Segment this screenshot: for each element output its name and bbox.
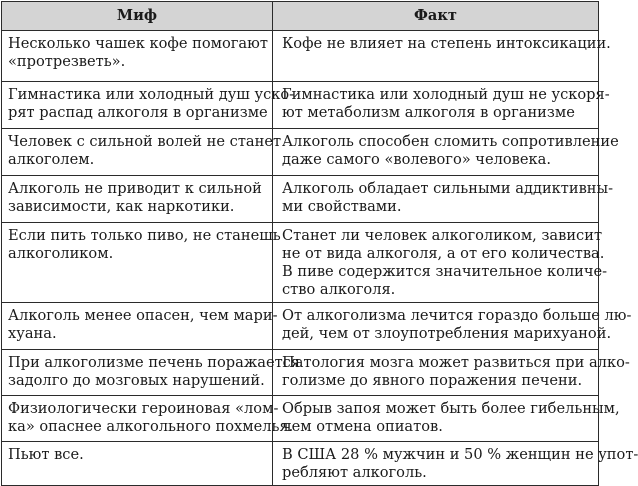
myth-cell	[2, 31, 273, 82]
fact-cell	[273, 350, 630, 396]
fact-cell	[273, 442, 638, 486]
myth-cell	[2, 442, 273, 486]
fact-cell-line: Патология мозга может развиться при алко-	[282, 354, 630, 371]
myth-cell-line: хуана.	[8, 325, 57, 342]
table-row	[2, 396, 599, 442]
fact-cell-line: ство алкоголя.	[282, 281, 396, 298]
table-row	[2, 129, 599, 176]
fact-cell-line: чем отмена опиатов.	[282, 418, 443, 435]
fact-cell-line: ми свойствами.	[282, 198, 402, 215]
fact-cell	[273, 176, 614, 223]
myth-cell	[2, 396, 294, 442]
myth-cell	[2, 223, 281, 303]
fact-cell	[273, 31, 611, 82]
myth-column-header: Миф	[2, 2, 273, 31]
fact-cell	[273, 82, 610, 129]
fact-cell-line: ют метаболизм алкоголя в организме	[282, 104, 575, 121]
myth-cell-line: «протрезветь».	[8, 53, 126, 70]
myth-cell-line: алкоголем.	[8, 151, 95, 168]
fact-cell-line: Обрыв запоя может быть более гибельным,	[282, 400, 620, 417]
table-row	[2, 223, 599, 303]
fact-cell-line: В США 28 % мужчин и 50 % женщин не упот-	[282, 446, 638, 463]
myth-cell-line: Пьют все.	[8, 446, 84, 463]
fact-cell-line: Алкоголь обладает сильными аддиктивны-	[282, 180, 614, 197]
myth-cell	[2, 303, 278, 350]
myth-cell	[2, 129, 282, 176]
fact-cell	[273, 129, 619, 176]
myth-cell-line: Если пить только пиво, не станешь	[8, 227, 281, 244]
myth-cell-line: Несколько чашек кофе помогают	[8, 35, 268, 52]
fact-cell-line: Станет ли человек алкоголиком, зависит	[282, 227, 603, 244]
myth-cell-line: алкоголиком.	[8, 245, 114, 262]
fact-cell-line: В пиве содержится значительное количе-	[282, 263, 608, 280]
fact-cell-line: ребляют алкоголь.	[282, 464, 427, 481]
table-row	[2, 303, 599, 350]
myth-cell-line: Гимнастика или холодный душ уско-	[8, 86, 295, 103]
fact-cell-line: голизме до явного поражения печени.	[282, 372, 583, 389]
table-row	[2, 442, 599, 486]
fact-cell-line: дей, чем от злоупотребления марихуаной.	[282, 325, 612, 342]
myth-cell-line: задолго до мозговых нарушений.	[8, 372, 265, 389]
myth-cell	[2, 82, 295, 129]
myth-cell-line: Физиологически героиновая «лом-	[8, 400, 279, 417]
myth-cell-line: Алкоголь менее опасен, чем мари-	[8, 307, 278, 324]
fact-cell-line: Алкоголь способен сломить сопротивление	[282, 133, 619, 150]
myth-cell-line: Алкоголь не приводит к сильной	[8, 180, 262, 197]
fact-cell-line: Кофе не влияет на степень интоксикации.	[282, 35, 611, 52]
table-header-row	[2, 2, 599, 31]
myth-cell	[2, 350, 301, 396]
fact-cell-line: даже самого «волевого» человека.	[282, 151, 551, 168]
fact-cell	[273, 396, 620, 442]
fact-cell	[273, 303, 632, 350]
table-row	[2, 82, 599, 129]
myth-cell-line: Человек с сильной волей не станет	[8, 133, 282, 150]
myth-cell-line: При алкоголизме печень поражается	[8, 354, 301, 371]
table-row	[2, 176, 599, 223]
myth-cell-line: ка» опаснее алкогольного похмелья.	[8, 418, 294, 435]
table-row	[2, 350, 599, 396]
myth-cell	[2, 176, 273, 223]
myth-fact-table	[1, 1, 638, 486]
table-row	[2, 31, 599, 82]
fact-cell	[273, 223, 608, 303]
myth-cell-line: рят распад алкоголя в организме	[8, 104, 268, 121]
fact-cell-line: Гимнастика или холодный душ не ускоря-	[282, 86, 610, 103]
fact-cell-line: От алкоголизма лечится гораздо больше лю-	[282, 307, 632, 324]
fact-cell-line: не от вида алкоголя, а от его количества.	[282, 245, 605, 262]
fact-column-header: Факт	[273, 2, 599, 31]
myth-cell-line: зависимости, как наркотики.	[8, 198, 235, 215]
